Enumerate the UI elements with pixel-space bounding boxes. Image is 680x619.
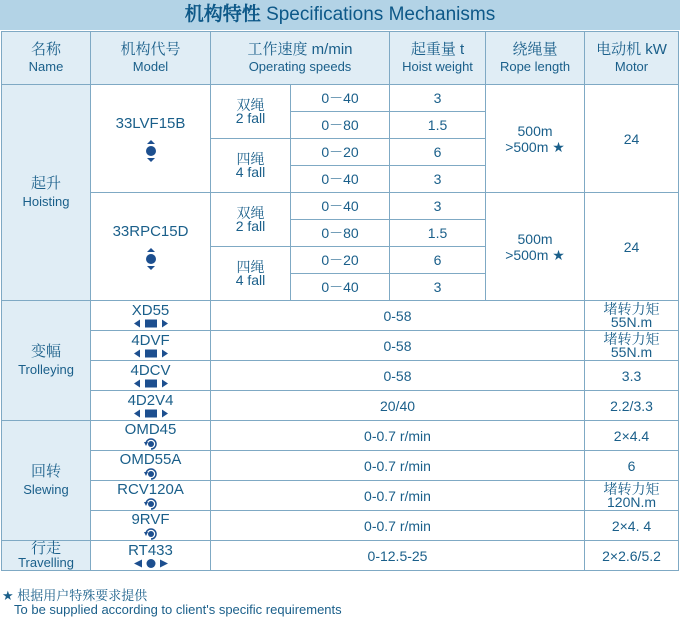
weight-cell: 1.5 (390, 220, 486, 247)
category-slewing: 回转 Slewing (2, 421, 91, 541)
title-zh: 机构特性 (184, 4, 261, 25)
rope-cell: 500m >500m ★ (486, 193, 585, 301)
rotation-icon (144, 468, 158, 480)
table-row (2, 421, 679, 451)
model-cell: OMD55A (91, 451, 211, 481)
speed-cell: 0－80 (291, 112, 390, 139)
category-hoisting: 起升 Hoisting (2, 85, 91, 301)
speed-cell: 0－40 (291, 166, 390, 193)
spec-table (1, 31, 679, 571)
table-row (2, 451, 679, 481)
speed-cell: 0-0.7 r/min (211, 451, 585, 481)
weight-cell: 3 (390, 274, 486, 301)
speed-cell: 0-58 (211, 331, 585, 361)
speed-cell: 0－20 (291, 247, 390, 274)
motor-cell: 2×4.4 (585, 421, 679, 451)
table-row (2, 301, 679, 331)
vertical-arrows-icon (144, 140, 158, 162)
table-row (2, 361, 679, 391)
table-row (2, 85, 679, 112)
motor-cell: 2×4. 4 (585, 511, 679, 541)
table-row (2, 391, 679, 421)
speed-cell: 0-58 (211, 301, 585, 331)
model-cell: OMD45 (91, 421, 211, 451)
fall-label: 双绳 2 fall (211, 193, 291, 247)
header-row (2, 32, 679, 85)
vertical-arrows-icon (144, 248, 158, 270)
speed-cell: 20/40 (211, 391, 585, 421)
header-name: 名称 Name (2, 32, 91, 85)
model-name: 33RPC15D (112, 222, 189, 240)
weight-cell: 6 (390, 139, 486, 166)
motor-cell: 24 (585, 193, 679, 301)
weight-cell: 3 (390, 85, 486, 112)
table-row (2, 511, 679, 541)
header-motor: 电动机 kW Motor (585, 32, 679, 85)
footnote (2, 589, 342, 617)
speed-cell: 0－40 (291, 85, 390, 112)
model-cell (91, 193, 211, 301)
table-title (0, 0, 680, 30)
header-rope: 绕绳量 Rope length (486, 32, 585, 85)
speed-cell: 0-58 (211, 361, 585, 391)
weight-cell: 3 (390, 166, 486, 193)
weight-cell: 3 (390, 193, 486, 220)
model-cell: RT433 (91, 541, 211, 571)
fall-label: 双绳 2 fall (211, 85, 291, 139)
category-travelling: 行走 Travelling (2, 541, 91, 571)
speed-cell: 0－80 (291, 220, 390, 247)
speed-cell: 0-0.7 r/min (211, 421, 585, 451)
rotation-icon (144, 438, 158, 450)
speed-cell: 0－40 (291, 274, 390, 301)
speed-cell: 0-0.7 r/min (211, 481, 585, 511)
model-cell (91, 85, 211, 193)
category-trolleying: 变幅 Trolleying (2, 301, 91, 421)
header-speed: 工作速度 m/min Operating speeds (211, 32, 390, 85)
rotation-icon (144, 498, 158, 510)
header-model: 机构代号 Model (91, 32, 211, 85)
model-cell: 9RVF (91, 511, 211, 541)
model-name: 33LVF15B (115, 114, 186, 132)
speed-cell: 0-12.5-25 (211, 541, 585, 571)
speed-cell: 0－20 (291, 139, 390, 166)
speed-cell: 0-0.7 r/min (211, 511, 585, 541)
footnote-zh: ★ 根据用户特殊要求提供 (2, 588, 148, 603)
table-row (2, 481, 679, 511)
rope-cell: 500m >500m ★ (486, 85, 585, 193)
fall-label: 四绳 4 fall (211, 139, 291, 193)
header-weight: 起重量 t Hoist weight (390, 32, 486, 85)
motor-cell: 堵转力矩 120N.m (585, 481, 679, 511)
motor-cell: 堵转力矩 55N.m (585, 331, 679, 361)
weight-cell: 6 (390, 247, 486, 274)
title-en: Specifications Mechanisms (266, 4, 496, 25)
model-cell: RCV120A (91, 481, 211, 511)
model-cell: 4DCV (91, 361, 211, 391)
motor-cell: 3.3 (585, 361, 679, 391)
motor-cell: 24 (585, 85, 679, 193)
motor-cell: 2.2/3.3 (585, 391, 679, 421)
model-cell: 4D2V4 (91, 391, 211, 421)
horizontal-arrows-icon (134, 349, 168, 358)
table-row (2, 541, 679, 571)
motor-cell: 堵转力矩 55N.m (585, 301, 679, 331)
motor-cell: 6 (585, 451, 679, 481)
model-cell: 4DVF (91, 331, 211, 361)
model-cell: XD55 (91, 301, 211, 331)
motor-cell: 2×2.6/5.2 (585, 541, 679, 571)
horizontal-arrows-icon (134, 379, 168, 388)
rotation-icon (144, 528, 158, 540)
table-row (2, 193, 679, 220)
table-row (2, 331, 679, 361)
speed-cell: 0－40 (291, 193, 390, 220)
weight-cell: 1.5 (390, 112, 486, 139)
fall-label: 四绳 4 fall (211, 247, 291, 301)
horizontal-arrows-icon (134, 409, 168, 418)
horizontal-arrows-icon (134, 319, 168, 328)
travel-arrows-icon (134, 559, 168, 568)
footnote-en: To be supplied according to client's specific requirements (14, 602, 342, 617)
